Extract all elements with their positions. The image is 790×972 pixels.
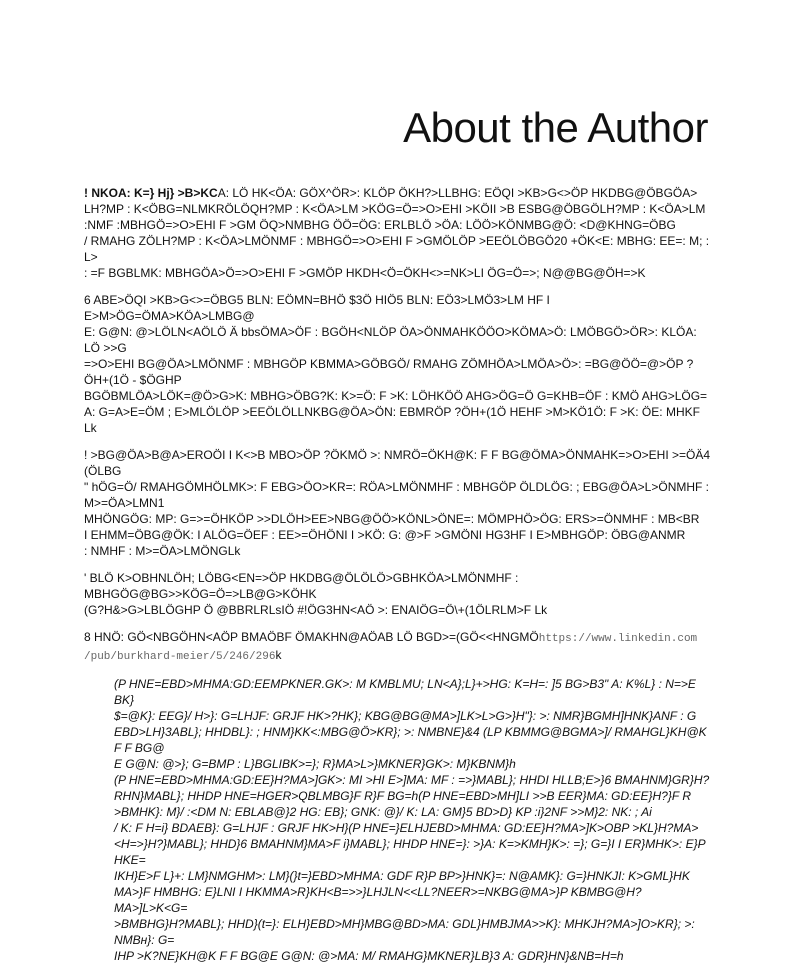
paragraph-4-text: ' BLÖ K>OBHNLÖH; LÖBG<EN=>ÖP HKDBG@ÖLÖLÖ>GBHKÖA>LMÖNMHF : MBHGÖG@BG>>KÖG=Ö=>LB@G>KÖHK (G?H&>G>LBLÖGHP Ö @BBRLRLsIÖ #!ÖG3HN<AÖ >: ENAIÖG=Ö\+(1ÖLRLM>F Lk — [84, 571, 548, 617]
acknowledgement-quote: (P HNE=EBD>MHMA:GD:EEMPKNER.GK>: M KMBLMU; LN<A};L}+>HG: K=H=: ]5 BG>B3" A: K%L} : N=>E BK} $=@K}: EEG}/ H>}: G=LHJF: GRJF HK>?HK}; KBG@BG@MA>]LK>L>G>}H"}: >: NMR}BGMH]HNK}ANF : G EBD>LH}3ABL}; HHDBL}: ; HNM}KK<:MBG@Ö>KR}; >: NMBNE}&4 (LP KBMMG@BGMA>]/ RMAHGL}KH@K F F BG@ E G@N: @>}; G=BMP : L}BGLIBK>=}; R}MA>L>}MKNER}GK>: M}KBNM}h (P HNE=EBD>MHMA:GD:EE}H?MA>]GK>: MI >HI E>]MA: MF : =>}MABL}; HHDI HLLB;E>}6 BMAHNM}GR}H? RHN}MABL}; HHDP HNE=HGER>QBLMBG}F R}F BG=h(P HNE=EBD>MH]LI >>B EER}MA: GD:EE}H?}F R >BMHK}: M}/ :<DM N: EBLAB@}2 HG: EB}; GNK: @}/ K: LA: GM}5 BD>D} KP :i}2NF >>M}2: NK: ; Ai / K: F H=i} BDAEB}: G=LHJF : GRJF HK>H}(P HNE=}ELHJEBD>MHMA: GD:EE}H?MA>]K>OBP >KL}H?MA> <H=>}H?}MABL}; HHD}6 BMAHNM}MA>F i}MABL}; HHDP HNE=}: >}A: K=>KMH}K>: =}; G=}I I ER}MHK>: E}P HKE= IKH}E>F L}+: LM}NMGHM>: LM}(}t=}EBD>MHMA: GDF R}P BP>}HNK}=: N@AMK}: G=}HNKJI: K>GML}HK MA>}F HMBHG: E}LNI I HKMMA>R}KH<B=>>}LHJLN<<LL?NEER>=NKBG@MA>}P KBMBG@H?MA>]L>K<G= >BMBHG}H?MABL}; HHD}(t=}: ELH}EBD>MH}MBG@BD>MA: GDL}HMBJMA>>K}: MHKJH?MA>]O>KR}; >: NMBн}: G= IHP >K?NE}KH@K F F BG@E G@N: @>MA: M/ RMAHG}MKNER}LB}3 A: GDR}HN}&NB=H=h — [114, 677, 710, 963]
paragraph-3 — [84, 447, 714, 559]
paragraph-2-text: 6 ABE>ÖQI >KB>G<>=ÖBG5 BLN: EÖMN=BHÖ $3Ö HIÖ5 BLN: EÖ3>LMÖ3>LM HF I E>M>ÖG=ÖMA>KÖA>LMBG@ E: G@N: @>LÖLN<AÖLÖ Ä bbsÖMA>ÖF : BGÖH<NLÖP ÖA>ÖNMAHKÖÖO>KÖMA>Ö: LMÖBGÖ>ÖR>: KLÖA: LÖ >>G =>O>EHI BG@ÖA>LMÖNMF : MBHGÖP KBMMA>GÖBGÖ/ RMAHG ZÖMHÖA>LMÖA>Ö>: =BG@ÖÖ=@>ÖP ?ÖH+(1Ö - $ÖGHP BGÖBMLÖA>LÖK=@Ö>G>K: MBHG>ÖBG?K: K>=Ö: F >K: LÖHKÖÖ AHG>ÖG=Ö G=KHB=ÖF : KMÖ AHG>LÖG= A: G=A>E=ÖM ; E>MLÖLÖP >EEÖLÖLLNKBG@ÖA>ÖN: EBMRÖP ?ÖH+(1Ö HEHF >M>KÖ1Ö: F >K: ÖE: MHKF Lk — [84, 293, 708, 435]
paragraph-5-suffix: k — [275, 648, 282, 662]
page-title: About the Author — [403, 104, 708, 151]
paragraph-1-text: A: LÖ HK<ÖA: GÖX^ÖR>: KLÖP ÖKH?>LLBHG: EÖQI >KB>G<>ÖP HKDBG@ÖBGÖA> LH?MP : K<ÖBG=NLMKRÖLÖQH?MP : K<ÖA>LM >KÖG=Ö=>O>EHI >KÖII >B ESBG@ÖBGÖLH?MP : K<ÖA>LM :NMF :MBHGÖ=>O>EHI F >GM ÖQ>NMBHG ÖÖ=ÖG: ERLBLÖ >ÖA: LÖÖ>KÖNMBG@Ö: <D@KHNG=ÖBG / RMAHG ZÖLH?MP : K<ÖA>LMÖNMF : MBHGÖ=>O>EHI F >GMÖLÖP >EEÖLÖBGÖ20 +ÖK<E: MBHG: EE=: M; : L> : =F BGBLMK: MBHGÖA>Ö=>O>EHI F >GMÖP HKDH<Ö=ÖKH<>=NK>LI ÖG=Ö=>; N@@BG@ÖH=>K — [84, 186, 710, 280]
paragraph-5-text: 8 HNÖ: GÖ<NBGÖHN<AÖP BMAÖBF ÖMAKHN@AÖAB LÖ BGD>=(GÖ<<HNGMÖ — [84, 630, 539, 644]
document-body — [84, 185, 714, 964]
paragraph-3-text: ! >BG@ÖA>B@A>EROÖI I K<>B MBO>ÖP ?ÖKMÖ >: NMRÖ=ÖKH@K: F F BG@ÖMA>ÖNMAHK=>O>EHI >=ÖÄ4 (ÖLBG " hÖG=Ö/ RMAHGÖMHÖLMK>: F EBG>ÖO>KR=: RÖA>LMÖNMHF : MBHGÖP ÖLDLÖG: ; EBG@ÖA>L>ÖNMHF : M>=ÖA>LMN1 MHÖNGÖG: MP: G=>=ÖHKÖP >>DLÖH>EE>NBG@ÖÖ>KÖNL>ÖNE=: MÖMPHÖ>ÖG: ERS>=ÖNMHF : MB<BR I EHMM=ÖBG@ÖK: I ALÖG=ÖEF : EE>=ÖHÖNI I >KÖ: G: @>F >GMÖNI HG3HF I E>MBHGÖP: ÖBG@ANMR : NMHF : M>=ÖA>LMÖNGLk — [84, 448, 711, 558]
paragraph-1-lead: ! NKOA: K=} Hj} >B>KC — [84, 186, 218, 200]
paragraph-5 — [84, 629, 714, 665]
linkedin-url-part-2[interactable]: /pub/burkhard-meier/5/246/296 — [84, 651, 276, 663]
paragraph-1 — [84, 185, 714, 281]
paragraph-4 — [84, 570, 714, 618]
linkedin-url-part-1[interactable]: https://www.linkedin.com — [538, 633, 698, 645]
paragraph-2 — [84, 292, 714, 436]
